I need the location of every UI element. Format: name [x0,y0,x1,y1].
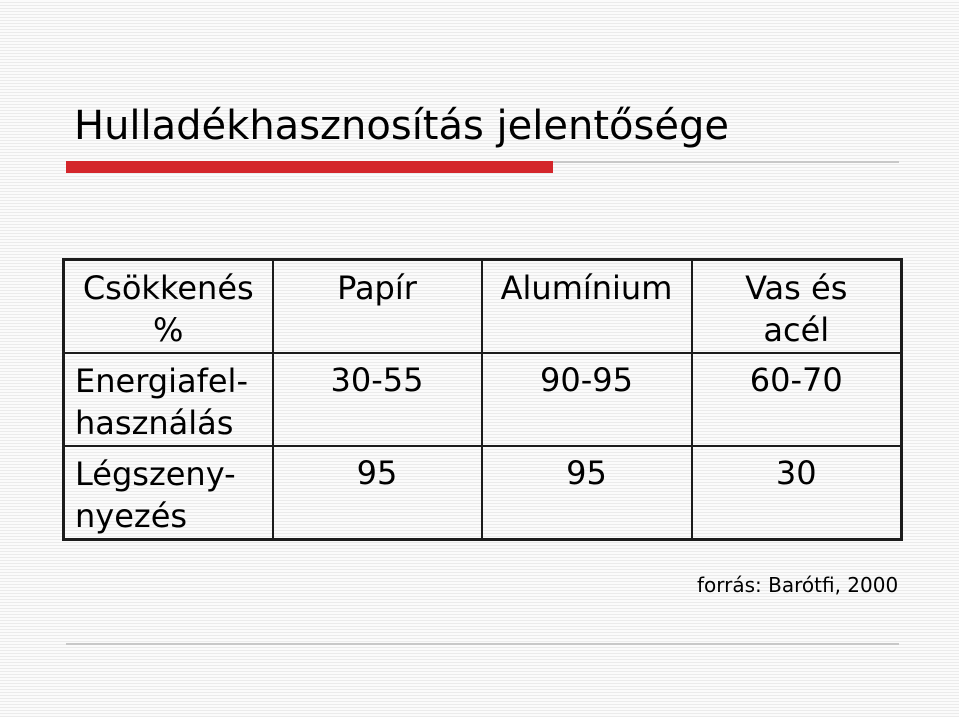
column-header-iron-steel: Vas és acél [692,260,902,353]
cell-energy-aluminium: 90-95 [482,353,692,446]
reduction-table [62,258,903,541]
row-label-air-pollution: Légszeny- nyezés [64,446,273,540]
corner-label-cell: Csökkenés % [64,260,273,353]
table-header-row [64,260,902,353]
title-accent-bar [66,161,553,173]
source-citation: forrás: Barótfi, 2000 [697,573,899,597]
cell-energy-iron-steel: 60-70 [692,353,902,446]
table-row-air-pollution [64,446,902,540]
title-divider-line [553,161,899,163]
cell-air-pollution-paper: 95 [273,446,482,540]
cell-air-pollution-iron-steel: 30 [692,446,902,540]
cell-energy-paper: 30-55 [273,353,482,446]
row-label-energy: Energiafel- használás [64,353,273,446]
column-header-paper: Papír [273,260,482,353]
cell-air-pollution-aluminium: 95 [482,446,692,540]
footer-divider-line [66,643,899,645]
column-header-aluminium: Alumínium [482,260,692,353]
slide-title: Hulladékhasznosítás jelentősége [74,103,729,149]
table-row-energy [64,353,902,446]
